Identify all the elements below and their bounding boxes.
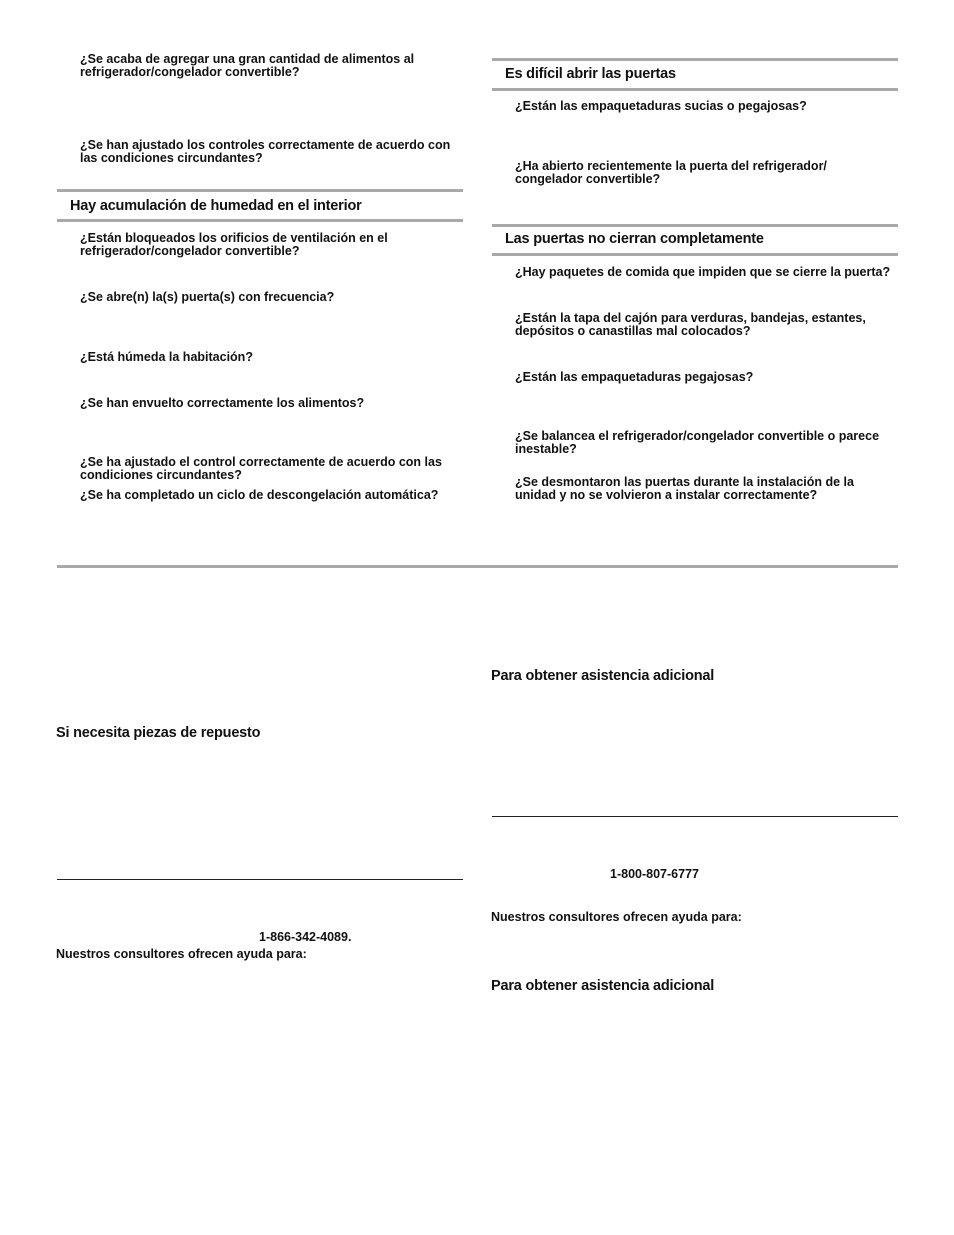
section-rule	[492, 224, 898, 227]
section-rule	[492, 58, 898, 61]
question-food-wrapped: ¿Se han envuelto correctamente los alimentos?	[80, 396, 365, 410]
section-rule	[492, 253, 898, 256]
question-unit-unstable: ¿Se balancea el refrigerador/congelador convertible o parece inestable?	[515, 429, 880, 456]
heading-additional-assistance: Para obtener asistencia adicional	[491, 668, 715, 684]
consultants-help-right: Nuestros consultores ofrecen ayuda para:	[491, 910, 742, 924]
heading-additional-assistance-2: Para obtener asistencia adicional	[491, 978, 715, 994]
question-doors-opened: ¿Se abre(n) la(s) puerta(s) con frecuencia?	[80, 290, 335, 304]
section-rule	[57, 219, 463, 222]
question-drawer-misplaced: ¿Están la tapa del cajón para verduras, bandejas, estantes, depósitos o canastillas mal colocados?	[515, 311, 866, 338]
heading-replacement-parts: Si necesita piezas de repuesto	[56, 725, 261, 741]
phone-parts: 1-866-342-4089.	[259, 930, 352, 944]
question-room-humid: ¿Está húmeda la habitación?	[80, 350, 253, 364]
section-title-humidity: Hay acumulación de humedad en el interior	[70, 198, 362, 214]
section-rule	[57, 189, 463, 192]
question-doors-removed: ¿Se desmontaron las puertas durante la instalación de la unidad y no se volvieron a instalar correctamente?	[515, 475, 854, 502]
question-food-added: ¿Se acaba de agregar una gran cantidad de alimentos al refrigerador/congelador convertible?	[80, 52, 415, 79]
question-food-packages: ¿Hay paquetes de comida que impiden que se cierre la puerta?	[515, 265, 891, 279]
section-title-doors-not-closing: Las puertas no cierran completamente	[505, 231, 764, 247]
divider-line	[492, 816, 898, 817]
section-rule	[492, 88, 898, 91]
section-title-doors-hard: Es difícil abrir las puertas	[505, 66, 676, 82]
question-defrost-cycle: ¿Se ha completado un ciclo de descongelación automática?	[80, 488, 439, 502]
consultants-help-left: Nuestros consultores ofrecen ayuda para:	[56, 947, 307, 961]
phone-assistance: 1-800-807-6777	[610, 867, 699, 881]
question-gaskets-sticky: ¿Están las empaquetaduras pegajosas?	[515, 370, 754, 384]
question-door-opened-recently: ¿Ha abierto recientemente la puerta del refrigerador/ congelador convertible?	[515, 159, 827, 186]
divider-line	[57, 879, 463, 880]
page-divider	[57, 565, 898, 568]
question-controls-set: ¿Se han ajustado los controles correctamente de acuerdo con las condiciones circundantes?	[80, 138, 451, 165]
question-control-adjusted: ¿Se ha ajustado el control correctamente de acuerdo con las condiciones circundantes?	[80, 455, 442, 482]
question-gaskets-dirty: ¿Están las empaquetaduras sucias o pegajosas?	[515, 99, 807, 113]
question-vents-blocked: ¿Están bloqueados los orificios de ventilación en el refrigerador/congelador convertible?	[80, 231, 388, 258]
